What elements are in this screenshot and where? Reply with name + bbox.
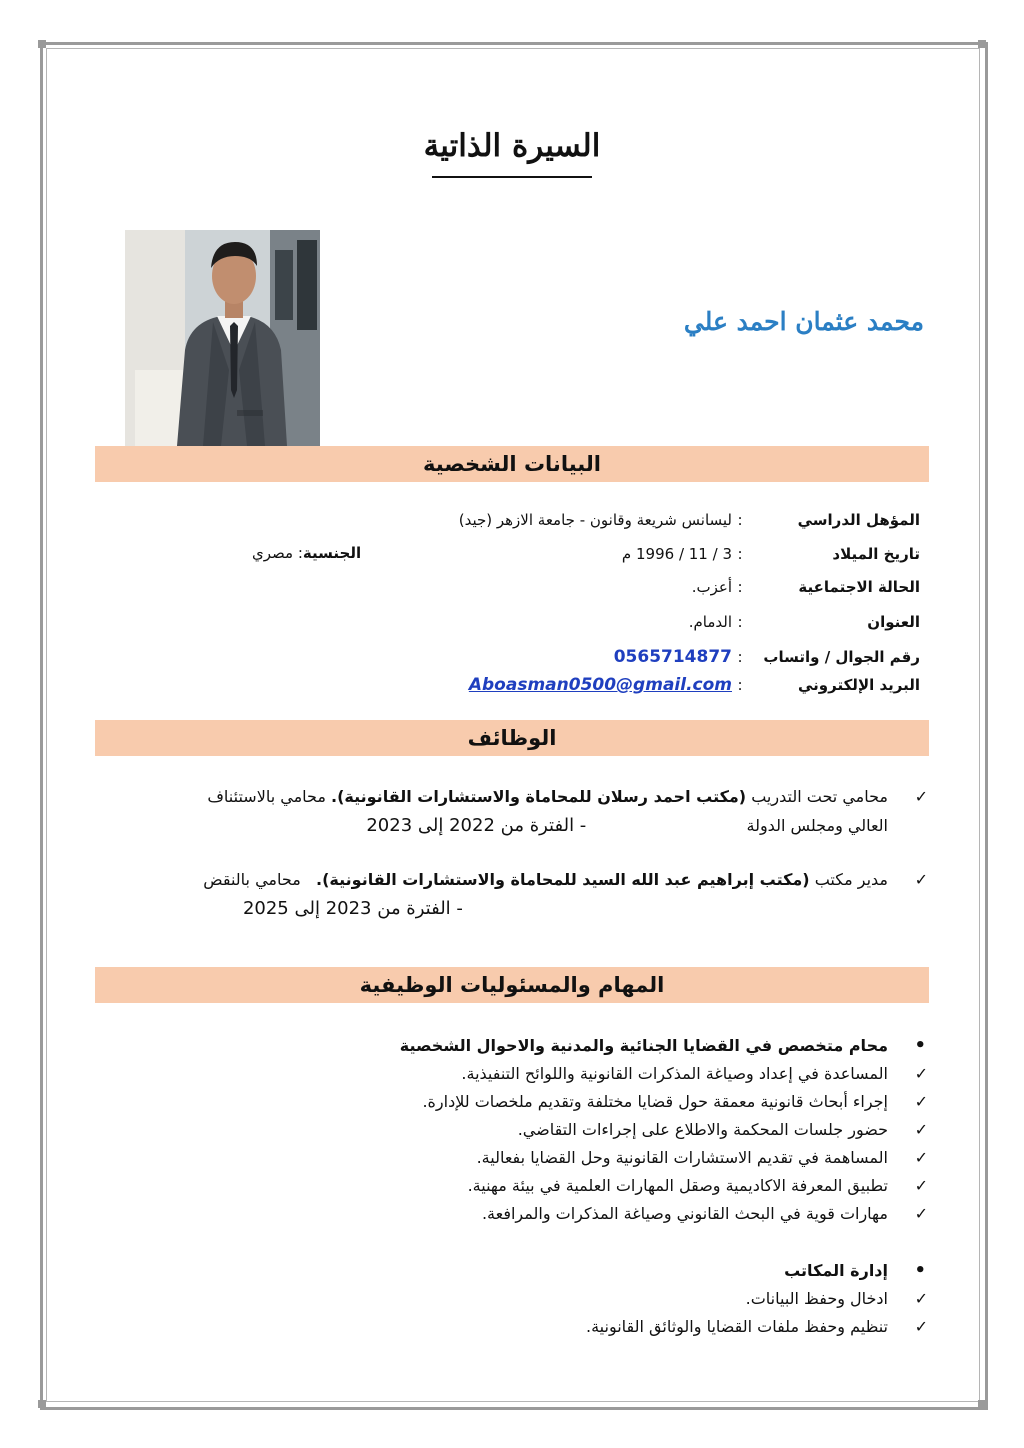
- check-icon: ✓: [914, 1064, 928, 1083]
- check-icon: ✓: [914, 1289, 928, 1308]
- profile-photo-illustration: [125, 230, 320, 446]
- job-rank: محامي بالنقض: [203, 870, 301, 889]
- profile-photo: [125, 230, 320, 446]
- check-icon: ✓: [914, 1120, 928, 1139]
- marital-label: الحالة الاجتماعية: [798, 578, 920, 596]
- list-item: ✓ ادخال وحفظ البيانات.: [228, 1285, 928, 1313]
- colon: :: [737, 648, 743, 666]
- nationality: [252, 544, 361, 562]
- section-header-jobs: الوظائف: [95, 720, 929, 756]
- colon: :: [737, 676, 743, 694]
- list-item: ✓ المساعدة في إعداد وصياغة المذكرات القانونية واللوائح التنفيذية.: [228, 1060, 928, 1088]
- list-item: ✓ تطبيق المعرفة الاكاديمية وصقل المهارات العلمية في بيئة مهنية.: [228, 1172, 928, 1200]
- birth-label: تاريخ الميلاد: [832, 545, 920, 563]
- job-period: - الفترة من 2023 إلى 2025: [242, 898, 463, 919]
- check-icon: ✓: [914, 1148, 928, 1167]
- list-item: ✓ المساهمة في تقديم الاستشارات القانونية وحل القضايا بفعالية.: [228, 1144, 928, 1172]
- info-row-birth: [622, 541, 920, 567]
- qualification-value: ليسانس شريعة وقانون - جامعة الازهر (جيد): [458, 511, 732, 529]
- colon: :: [737, 511, 743, 529]
- check-icon: ✓: [914, 1317, 928, 1336]
- address-value: الدمام.: [688, 613, 732, 631]
- check-icon: ✓: [914, 1176, 928, 1195]
- responsibility-heading: • إدارة المكاتب: [228, 1257, 928, 1285]
- job-period: - الفترة من 2022 إلى 2023: [366, 815, 587, 836]
- responsibility-heading: • محام متخصص في القضايا الجنائية والمدنية والاحوال الشخصية: [228, 1032, 928, 1060]
- email-link[interactable]: Aboasman0500@gmail.com: [468, 675, 732, 695]
- job-office: (مكتب إبراهيم عبد الله السيد للمحاماة والاستشارات القانونية).: [316, 870, 810, 889]
- candidate-name: محمد عثمان احمد علي: [683, 307, 924, 336]
- section-header-responsibilities: المهام والمسئوليات الوظيفية: [95, 967, 929, 1003]
- phone-value[interactable]: 0565714877: [613, 647, 732, 667]
- list-item: ✓ تنظيم وحفظ ملفات القضايا والوثائق القانونية.: [228, 1313, 928, 1341]
- list-item: ✓ إجراء أبحاث قانونية معمقة حول قضايا مختلفة وتقديم ملخصات للإدارة.: [228, 1088, 928, 1116]
- colon: :: [737, 578, 743, 596]
- check-icon: ✓: [914, 1204, 928, 1223]
- address-label: العنوان: [867, 613, 920, 631]
- responsibility-group-legal: [228, 1032, 928, 1228]
- list-item: ✓ حضور جلسات المحكمة والاطلاع على إجراءات التقاضي.: [228, 1116, 928, 1144]
- bullet-icon: •: [914, 1260, 926, 1281]
- email-label: البريد الإلكتروني: [798, 676, 920, 694]
- nationality-value: مصري: [252, 544, 294, 562]
- phone-label: رقم الجوال / واتساب: [763, 648, 920, 666]
- check-icon: ✓: [914, 1092, 928, 1111]
- marital-value: أعزب.: [691, 578, 732, 596]
- job-title: محامي تحت التدريب: [751, 787, 888, 806]
- info-row-phone: [614, 644, 920, 670]
- job-entry-2: [138, 865, 928, 923]
- info-row-address: [689, 609, 920, 635]
- info-row-marital: [692, 574, 920, 600]
- check-icon: ✓: [914, 787, 928, 806]
- border-corner: [38, 40, 46, 48]
- info-row-email: [469, 672, 920, 698]
- border-corner: [38, 1400, 46, 1408]
- section-header-personal: البيانات الشخصية: [95, 446, 929, 482]
- job-title: مدير مكتب: [814, 870, 888, 889]
- job-office: (مكتب احمد رسلان للمحاماة والاستشارات القانونية).: [331, 787, 747, 806]
- info-row-qualification: [459, 507, 920, 533]
- colon: :: [737, 613, 743, 631]
- responsibility-group-office: [228, 1257, 928, 1341]
- colon: :: [737, 545, 743, 563]
- document-title: السيرة الذاتية: [423, 128, 601, 164]
- border-corner: [978, 40, 986, 48]
- check-icon: ✓: [914, 870, 928, 889]
- qualification-label: المؤهل الدراسي: [797, 511, 920, 529]
- list-item: ✓ مهارات قوية في البحث القانوني وصياغة المذكرات والمرافعة.: [228, 1200, 928, 1228]
- bullet-icon: •: [914, 1035, 926, 1056]
- nationality-colon: :: [297, 544, 303, 562]
- title-underline: [432, 176, 592, 178]
- job-rank-continued: العالي ومجلس الدولة: [746, 816, 888, 835]
- birth-value: 3 / 11 / 1996 م: [621, 545, 732, 563]
- job-entry-1: [138, 782, 928, 840]
- nationality-label: الجنسية: [302, 544, 362, 562]
- job-rank: محامي بالاستئناف: [207, 787, 326, 806]
- border-corner: [978, 1400, 986, 1408]
